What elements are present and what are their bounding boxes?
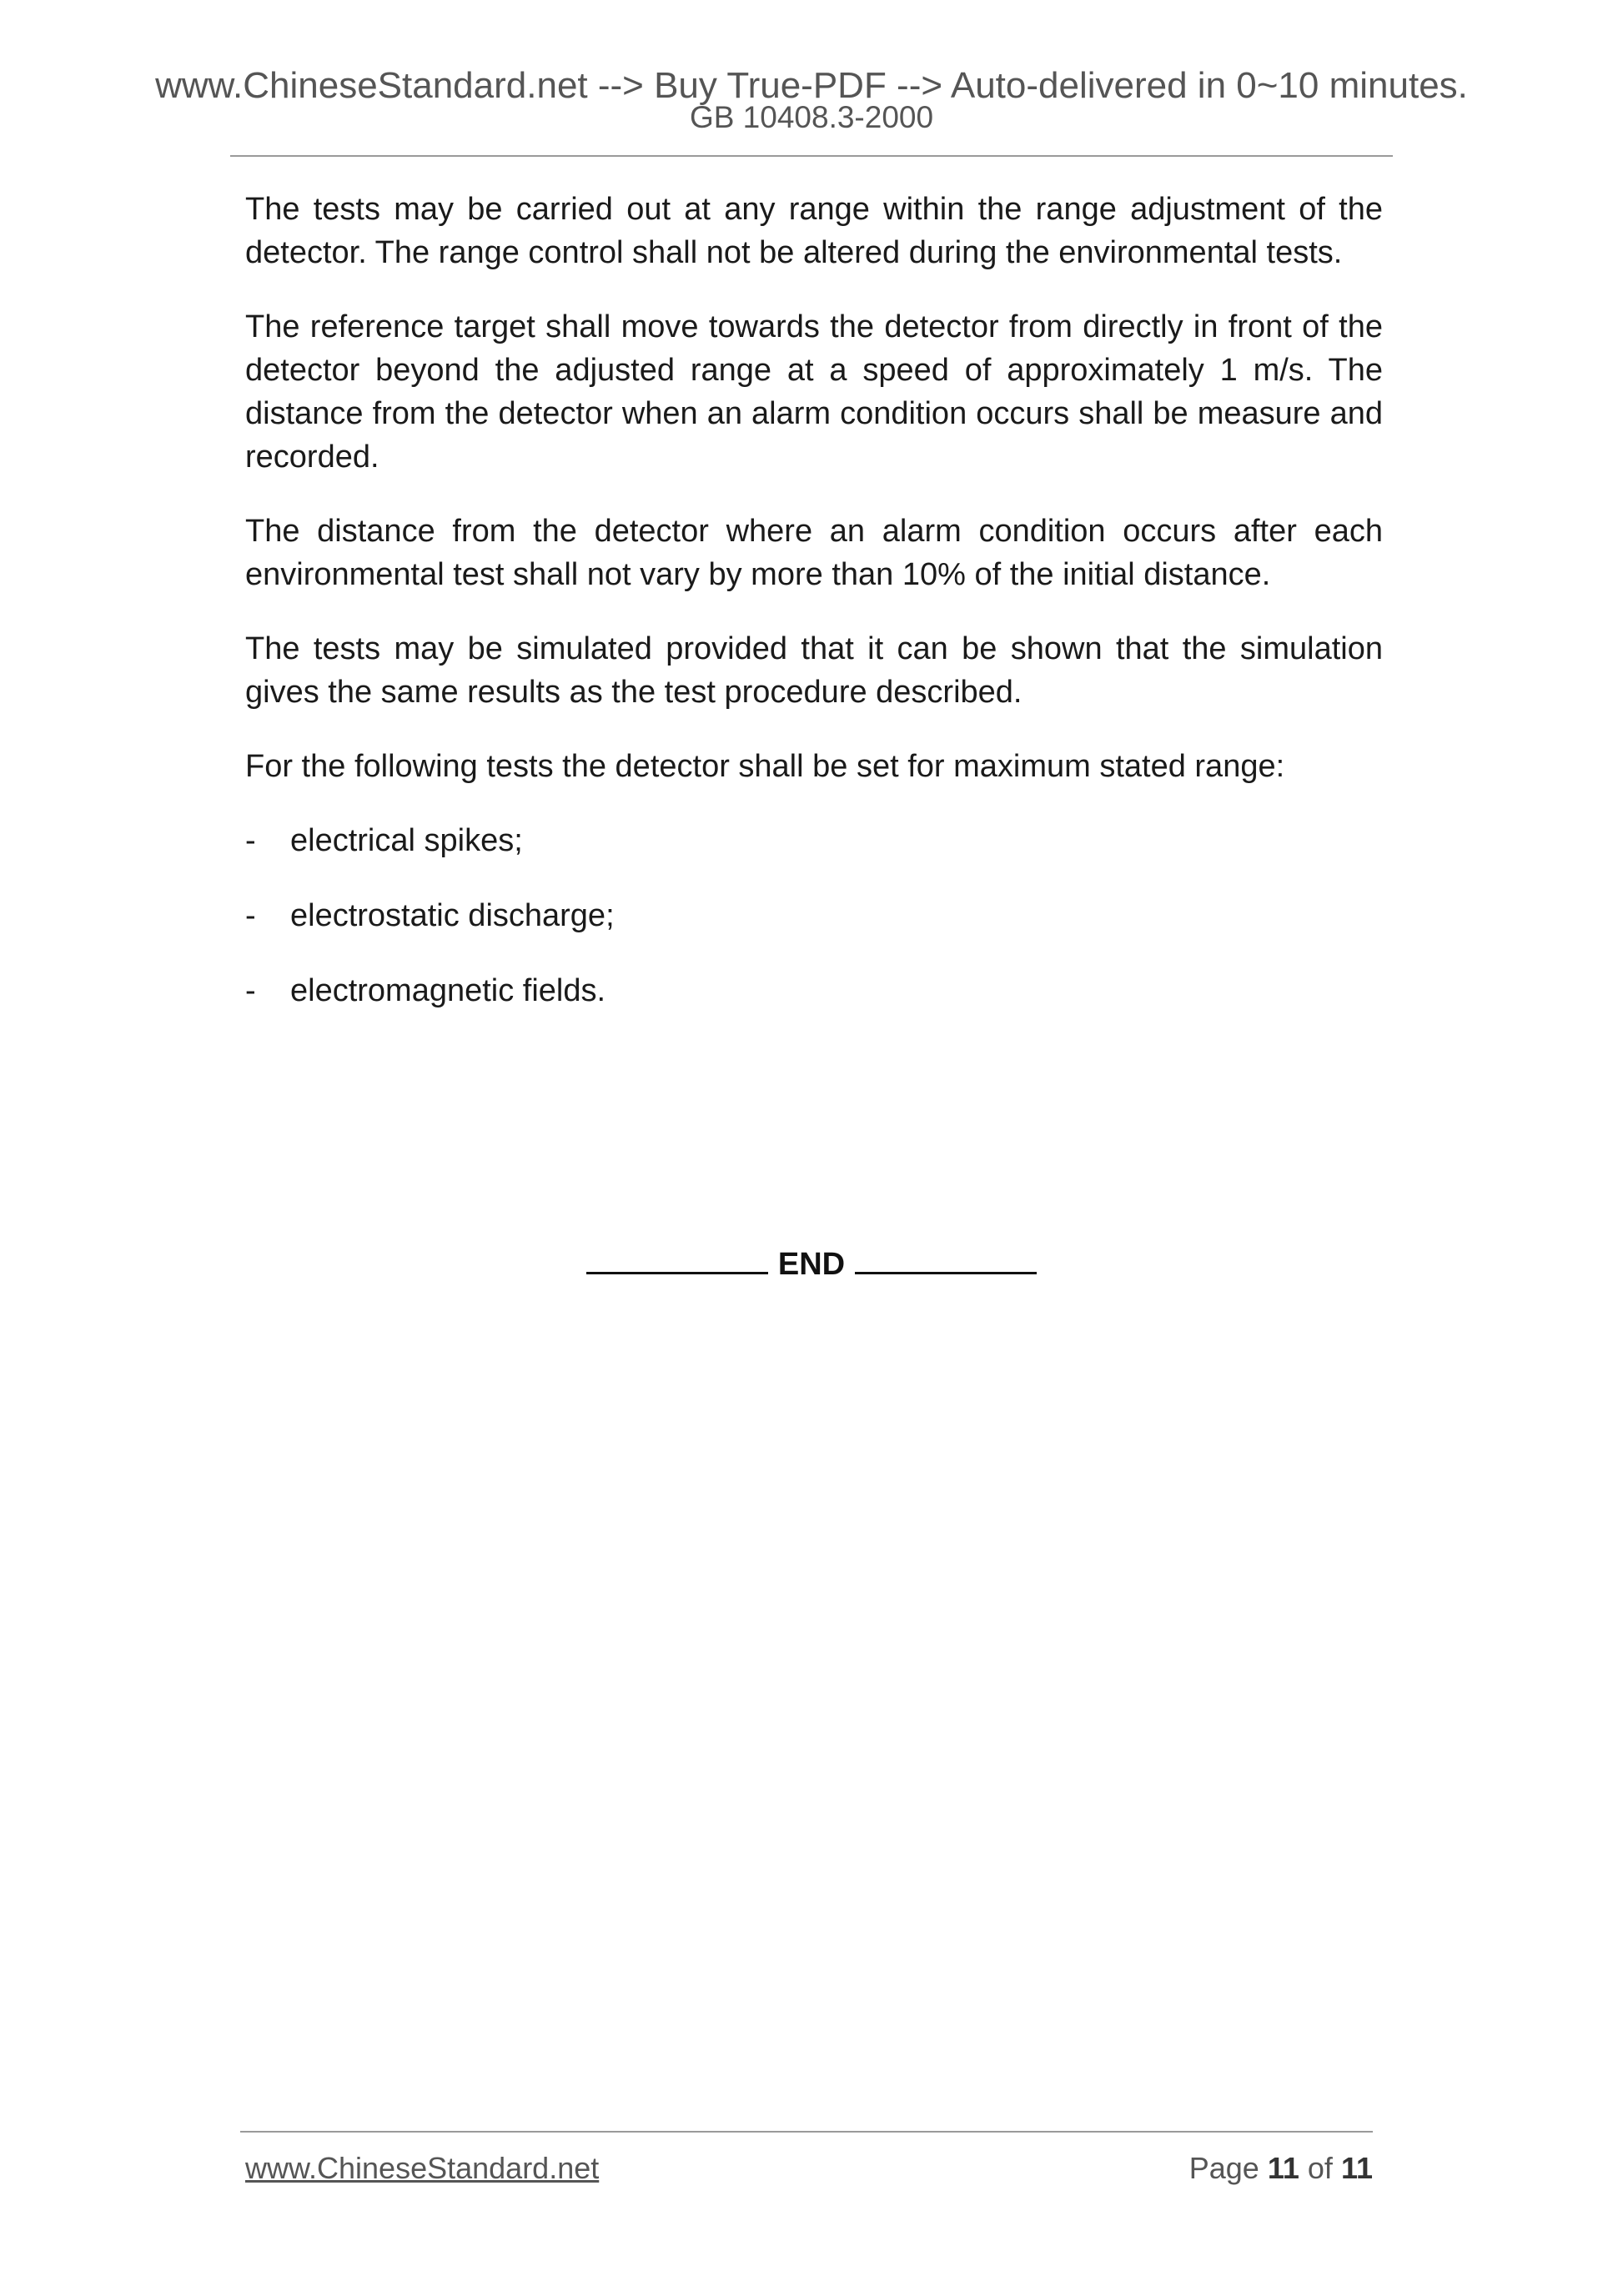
list-item (245, 969, 1383, 1012)
bullet-text: electrostatic discharge; (290, 898, 615, 933)
paragraph-range-adjustment: The tests may be carried out at any range within the range adjustment of the detector. The range control shall not be altered during the environmental tests. (245, 192, 1383, 270)
end-underline-right (855, 1247, 1037, 1274)
bullet-dash: - (245, 823, 256, 858)
page-current: 11 (1267, 2151, 1299, 2185)
footer-divider (240, 2131, 1373, 2133)
paragraph-maximum-range: For the following tests the detector shall be set for maximum stated range: (245, 749, 1285, 784)
end-label: END (777, 1247, 846, 1282)
paragraph-simulation: The tests may be simulated provided that it can be shown that the simulation gives the same results as the test procedure described. (245, 631, 1383, 710)
bullet-dash: - (245, 898, 256, 933)
page-label: Page (1188, 2151, 1259, 2185)
paragraph-reference-target: The reference target shall move towards the detector from directly in front of the detector beyond the adjusted range at a speed of approximately 1 m/s. The distance from the detector when an alarm condition occurs shall be measure and recorded. (245, 309, 1383, 475)
end-marker (0, 1243, 1623, 1286)
page-of-label: of (1307, 2151, 1333, 2185)
page-number (1189, 2150, 1373, 2187)
bullet-text: electromagnetic fields. (290, 973, 606, 1008)
document-body (245, 188, 1383, 1044)
footer-website-link[interactable]: www.ChineseStandard.net (245, 2151, 600, 2185)
list-item (245, 819, 1383, 862)
end-underline-left (586, 1247, 768, 1274)
bullet-text: electrical spikes; (290, 823, 523, 858)
header-divider (230, 155, 1393, 157)
paragraph-distance-variation: The distance from the detector where an alarm condition occurs after each environmental test shall not vary by more than 10% of the initial distance. (245, 514, 1383, 592)
bullet-dash: - (245, 973, 256, 1008)
document-id: GB 10408.3-2000 (689, 100, 934, 134)
header-banner: www.ChineseStandard.net --> Buy True-PDF --> Auto-delivered in 0~10 minutes. (155, 65, 1468, 106)
page-total: 11 (1340, 2151, 1373, 2185)
list-item (245, 894, 1383, 937)
